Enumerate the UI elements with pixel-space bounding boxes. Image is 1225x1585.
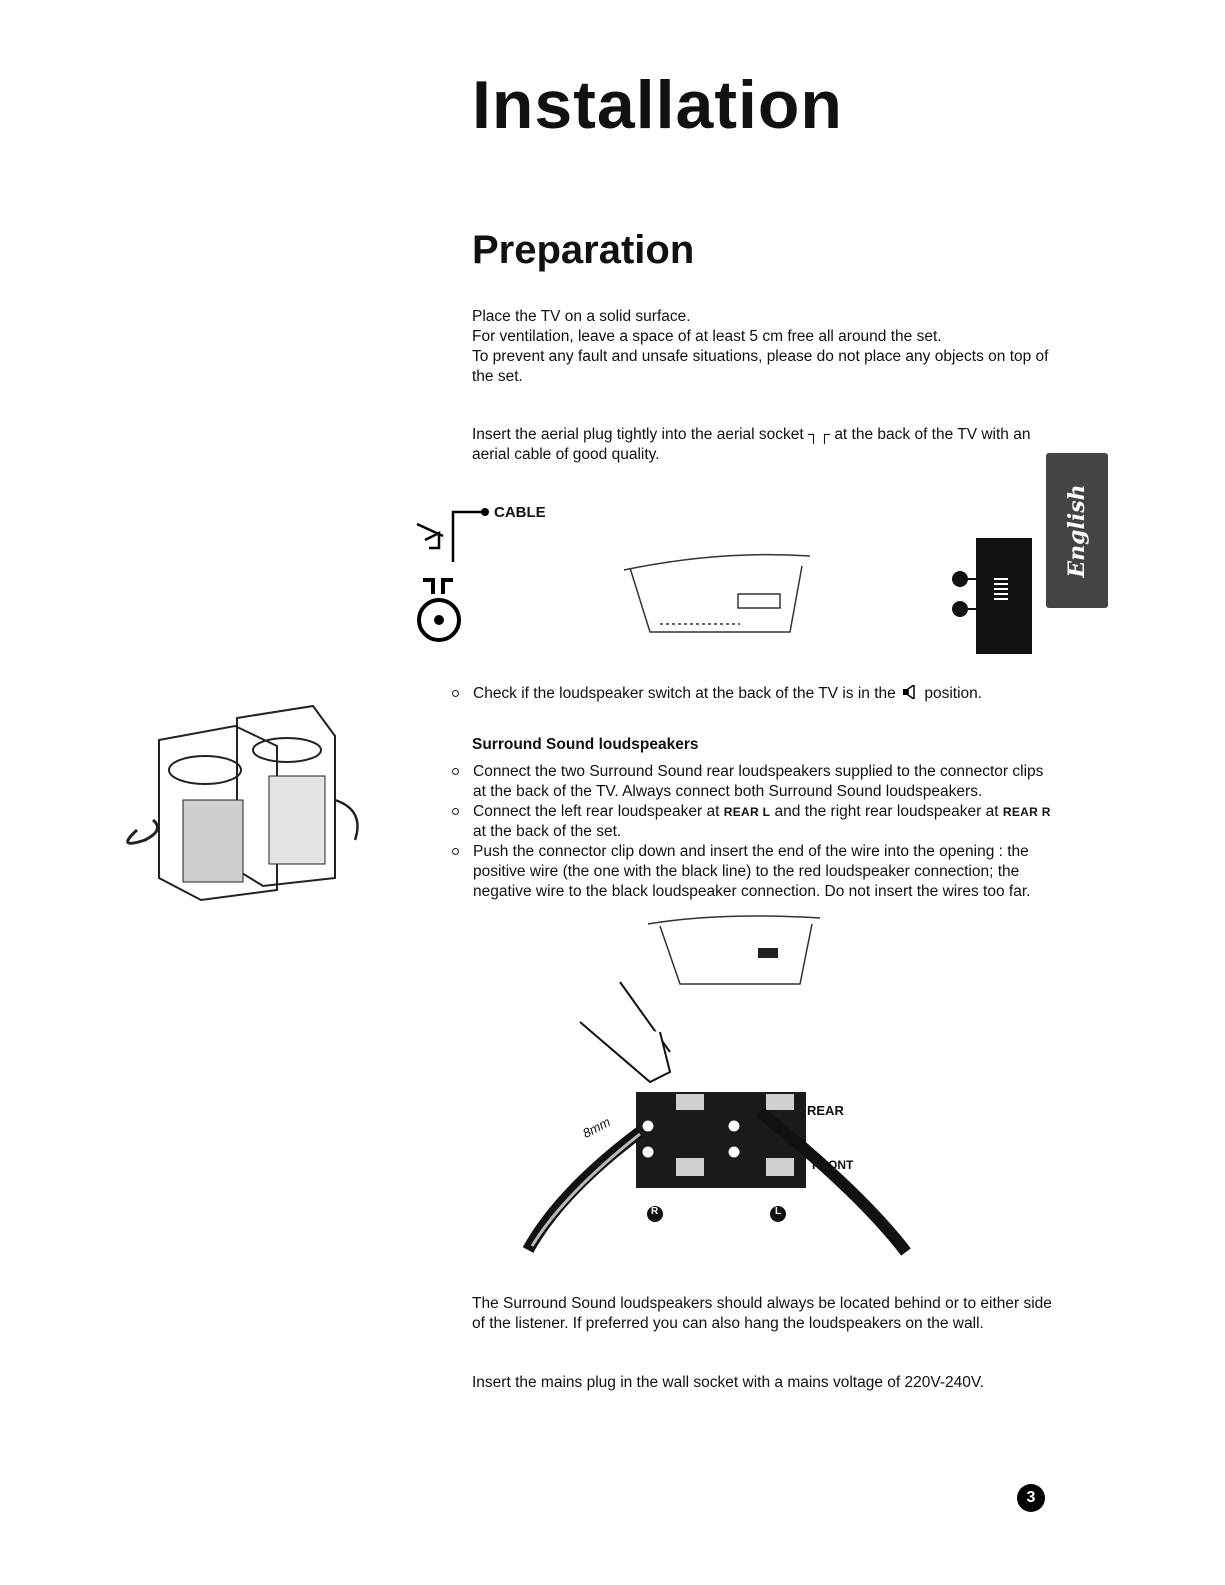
internal-speaker-icon <box>952 571 968 587</box>
speaker-right-grille <box>269 776 325 864</box>
aerial-socket-pin <box>434 615 444 625</box>
connector-clip <box>676 1094 704 1110</box>
aerial-socket-symbol: ┐┌ <box>808 426 830 443</box>
aerial-text: Insert the aerial plug tightly into the aerial socket <box>472 426 804 443</box>
finger-outline <box>580 1022 670 1082</box>
speaker-left-port <box>169 756 241 784</box>
preparation-paragraph <box>472 307 1052 387</box>
language-tab <box>1046 453 1108 608</box>
connector-hole <box>728 1120 740 1132</box>
tv-body-outline <box>660 924 812 984</box>
rear-l-label: REAR L <box>723 805 771 819</box>
page-title: Installation <box>472 67 843 143</box>
diagram-r-label: R <box>651 1206 659 1217</box>
list-item: Push the connector clip down and insert the end of the wire into the opening : the positive wire (the one with the black line) to the red loudspeaker connection; the negative wire to the black loudspeaker connection. Do not insert the wires too far. <box>452 842 1052 902</box>
tv-back-illustration <box>620 550 820 640</box>
list-item: Connect the two Surround Sound rear loudspeakers supplied to the connector clips at the back of the TV. Always connect both Surround Sound loudspeakers. <box>452 762 1052 802</box>
diagram-mm-label: 8mm <box>580 1114 613 1141</box>
antenna-line <box>425 533 439 548</box>
diagram-l-label: L <box>775 1206 782 1217</box>
cable-line <box>453 512 483 562</box>
aerial-text: at the back of the TV with an aerial cable of good quality. <box>472 426 1031 463</box>
speaker-left-grille <box>183 800 243 882</box>
switch-ridge <box>994 593 1008 595</box>
speaker-right-cable <box>335 800 358 840</box>
mains-paragraph: Insert the mains plug in the wall socket with a mains voltage of 220V-240V. <box>472 1374 985 1391</box>
aerial-paragraph <box>472 425 1032 465</box>
aerial-illustration <box>395 500 555 650</box>
surround-list <box>452 762 1052 902</box>
switch-check-text: Check if the loudspeaker switch at the back of the TV is in the <box>473 685 896 702</box>
language-tab-label: English <box>1064 483 1090 578</box>
connector-hole <box>642 1146 654 1158</box>
speaker-wire-left <box>528 1132 640 1250</box>
tv-top-edge <box>624 555 810 570</box>
list-item <box>452 684 1052 704</box>
switch-ridge <box>994 588 1008 590</box>
switch-check-text: position. <box>924 685 983 702</box>
speaker-symbol-icon <box>902 685 918 699</box>
surround-text: at the back of the set. <box>473 823 622 840</box>
tv-connector-panel <box>738 594 780 608</box>
cable-end <box>481 508 489 516</box>
list-item <box>452 802 1052 842</box>
diagram-rear-label: REAR <box>807 1103 844 1118</box>
surround-speakers-illustration <box>95 700 385 910</box>
surround-text: Connect the left rear loudspeaker at <box>473 803 720 820</box>
section-title: Preparation <box>472 228 695 272</box>
aerial-socket-symbol-icon <box>423 580 453 594</box>
loudspeaker-switch-illustration <box>948 538 1034 654</box>
connector-clip <box>766 1094 794 1110</box>
cable-label: CABLE <box>494 504 546 521</box>
preparation-line: For ventilation, leave a space of at least 5 cm free all around the set. <box>472 328 942 345</box>
tv-body-outline <box>630 566 802 632</box>
surround-heading: Surround Sound loudspeakers <box>472 736 699 753</box>
external-speaker-icon <box>952 601 968 617</box>
switch-ridge <box>994 583 1008 585</box>
rear-r-label: REAR R <box>1002 805 1051 819</box>
switch-pointer <box>968 579 976 609</box>
connector-clip <box>676 1158 704 1176</box>
preparation-line: To prevent any fault and unsafe situations, please do not place any objects on top of the set. <box>472 348 1049 385</box>
switch-ridge <box>994 578 1008 580</box>
tv-connector-panel <box>758 948 778 958</box>
speaker-left-cable <box>128 820 158 843</box>
placement-paragraph: The Surround Sound loudspeakers should always be located behind or to either side of the listener. If preferred you can also hang the loudspeakers on the wall. <box>472 1295 1052 1332</box>
diagram-front-label: FRONT <box>812 1158 854 1172</box>
tv-top-edge <box>648 916 820 924</box>
connector-hole <box>728 1146 740 1158</box>
page-number: 3 <box>1017 1484 1045 1512</box>
switch-panel <box>976 538 1032 654</box>
surround-text: and the right rear loudspeaker at <box>774 803 999 820</box>
speaker-right-port <box>253 738 321 762</box>
switch-check-list <box>452 684 1052 704</box>
connector-clip <box>766 1158 794 1176</box>
connector-diagram <box>520 912 920 1270</box>
preparation-line: Place the TV on a solid surface. <box>472 308 691 325</box>
connector-hole <box>642 1120 654 1132</box>
switch-ridge <box>994 598 1008 600</box>
